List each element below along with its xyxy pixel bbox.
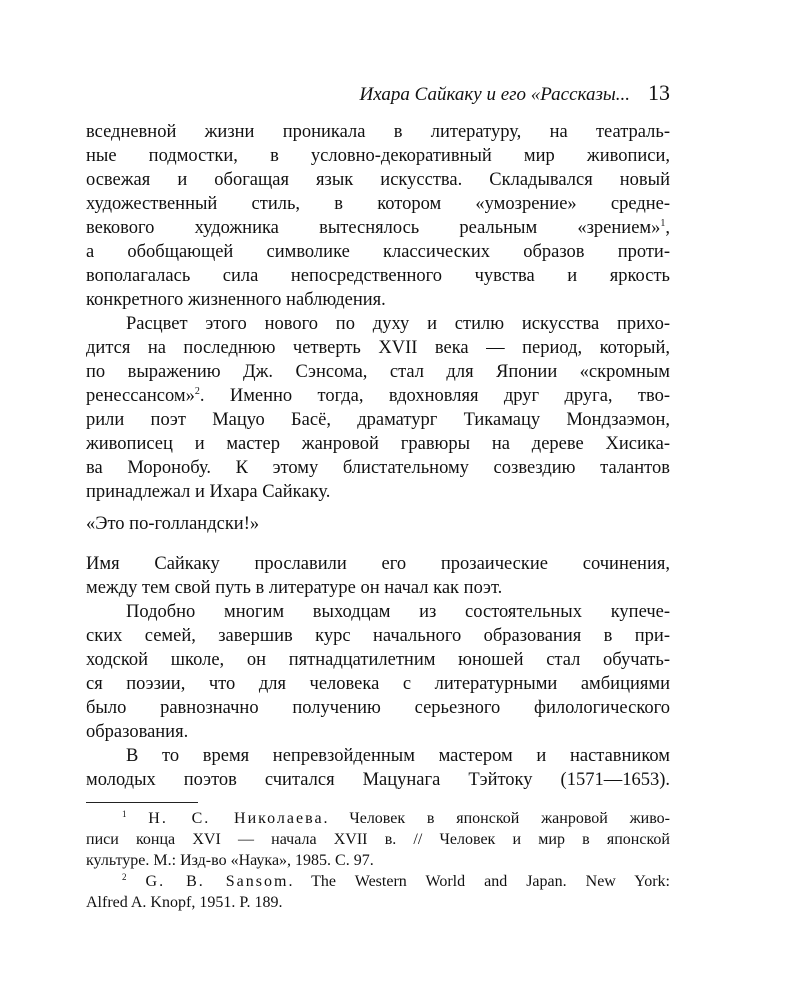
footnote-line: Alfred A. Knopf, 1951. P. 189.	[86, 894, 283, 911]
footnote-ref-2[interactable]: 2	[194, 386, 200, 397]
text-line: ходской школе, он пятнадцатилетним юношей стал обучать-	[86, 650, 670, 670]
text-line: было равнозначно получению серьезного филологического	[86, 698, 670, 718]
running-head	[86, 80, 670, 110]
footnote-1	[86, 808, 670, 829]
text-line: по выражению Дж. Сэнсома, стал для Японии «скромным	[86, 362, 670, 382]
text-line: вседневной жизни проникала в литературу, на театраль-	[86, 122, 670, 142]
footnote-author: G. B. Sansom	[145, 873, 289, 890]
paragraph-1	[86, 120, 670, 312]
paragraph-5	[86, 744, 670, 792]
text-line: принадлежал и Ихара Сайкаку.	[86, 482, 331, 502]
paragraph-3	[86, 552, 670, 600]
footnote-author: Н. С. Николаева	[148, 810, 324, 827]
running-title: Ихара Сайкаку и его «Рассказы...	[359, 84, 630, 105]
footnote-number: 2	[122, 872, 127, 882]
text-line: ва Моронобу. К этому блистательному созвездию талантов	[86, 458, 670, 478]
paragraph-4	[86, 600, 670, 744]
text-segment: ренессансом»	[86, 386, 195, 406]
footnote-line: культуре. М.: Изд-во «Наука», 1985. С. 97.	[86, 852, 374, 869]
footnote-text: . Человек в японской жанровой живо-	[323, 810, 670, 827]
text-line: молодых поэтов считался Мацунага Тэйтоку (1571—1653).	[86, 770, 670, 790]
section-heading: «Это по-голландски!»	[86, 514, 260, 534]
text-line: между тем свой путь в литературе он начал как поэт.	[86, 578, 503, 598]
footnote-text: . The Western World and Japan. New York:	[288, 873, 671, 890]
text-line: Имя Сайкаку прославили его прозаические сочинения,	[86, 554, 670, 574]
text-line: освежая и обогащая язык искусства. Складывался новый	[86, 170, 670, 190]
text-line: Расцвет этого нового по духу и стилю искусства прихо-	[126, 314, 670, 334]
text-line: вополагалась сила непосредственного чувства и яркость	[86, 266, 670, 286]
text-line: ся поэзии, что для человека с литературными амбициями	[86, 674, 670, 694]
footnote-2	[86, 871, 670, 892]
text-line: конкретного жизненного наблюдения.	[86, 290, 386, 310]
text-line: В то время непревзойденным мастером и наставником	[126, 746, 670, 766]
text-line	[86, 384, 670, 408]
footnotes	[86, 808, 670, 913]
text-line: рили поэт Мацуо Басё, драматург Тикамацу Мондзаэмон,	[86, 410, 670, 430]
text-line: живописец и мастер жанровой гравюры на дереве Хисика-	[86, 434, 670, 454]
footnote-line: писи конца XVI — начала XVII в. // Человек и мир в японской	[86, 831, 670, 848]
paragraph-2	[86, 312, 670, 504]
page-number: 13	[648, 80, 670, 105]
text-line: ских семей, завершив курс начального образования в при-	[86, 626, 670, 646]
text-segment: . Именно тогда, вдохновляя друг друга, тво-	[199, 386, 670, 406]
text-line: векового художника вытеснялось реальным «зрением»$^1$,	[86, 218, 670, 238]
footnote-divider	[86, 802, 198, 803]
text-segment: векового художника вытеснялось реальным «зрением»	[86, 218, 661, 238]
text-line: Подобно многим выходцам из состоятельных купече-	[126, 602, 670, 622]
text-line: а обобщающей символике классических образов проти-	[86, 242, 670, 262]
text-line: ные подмостки, в условно-декоративный мир живописи,	[86, 146, 670, 166]
text-line: образования.	[86, 722, 189, 742]
text-line: художественный стиль, в котором «умозрение» средне-	[86, 194, 670, 214]
footnote-number: 1	[122, 809, 127, 819]
footnote-ref-1[interactable]: 1	[660, 218, 666, 229]
text-line: дится на последнюю четверть XVII века — период, который,	[86, 338, 670, 358]
